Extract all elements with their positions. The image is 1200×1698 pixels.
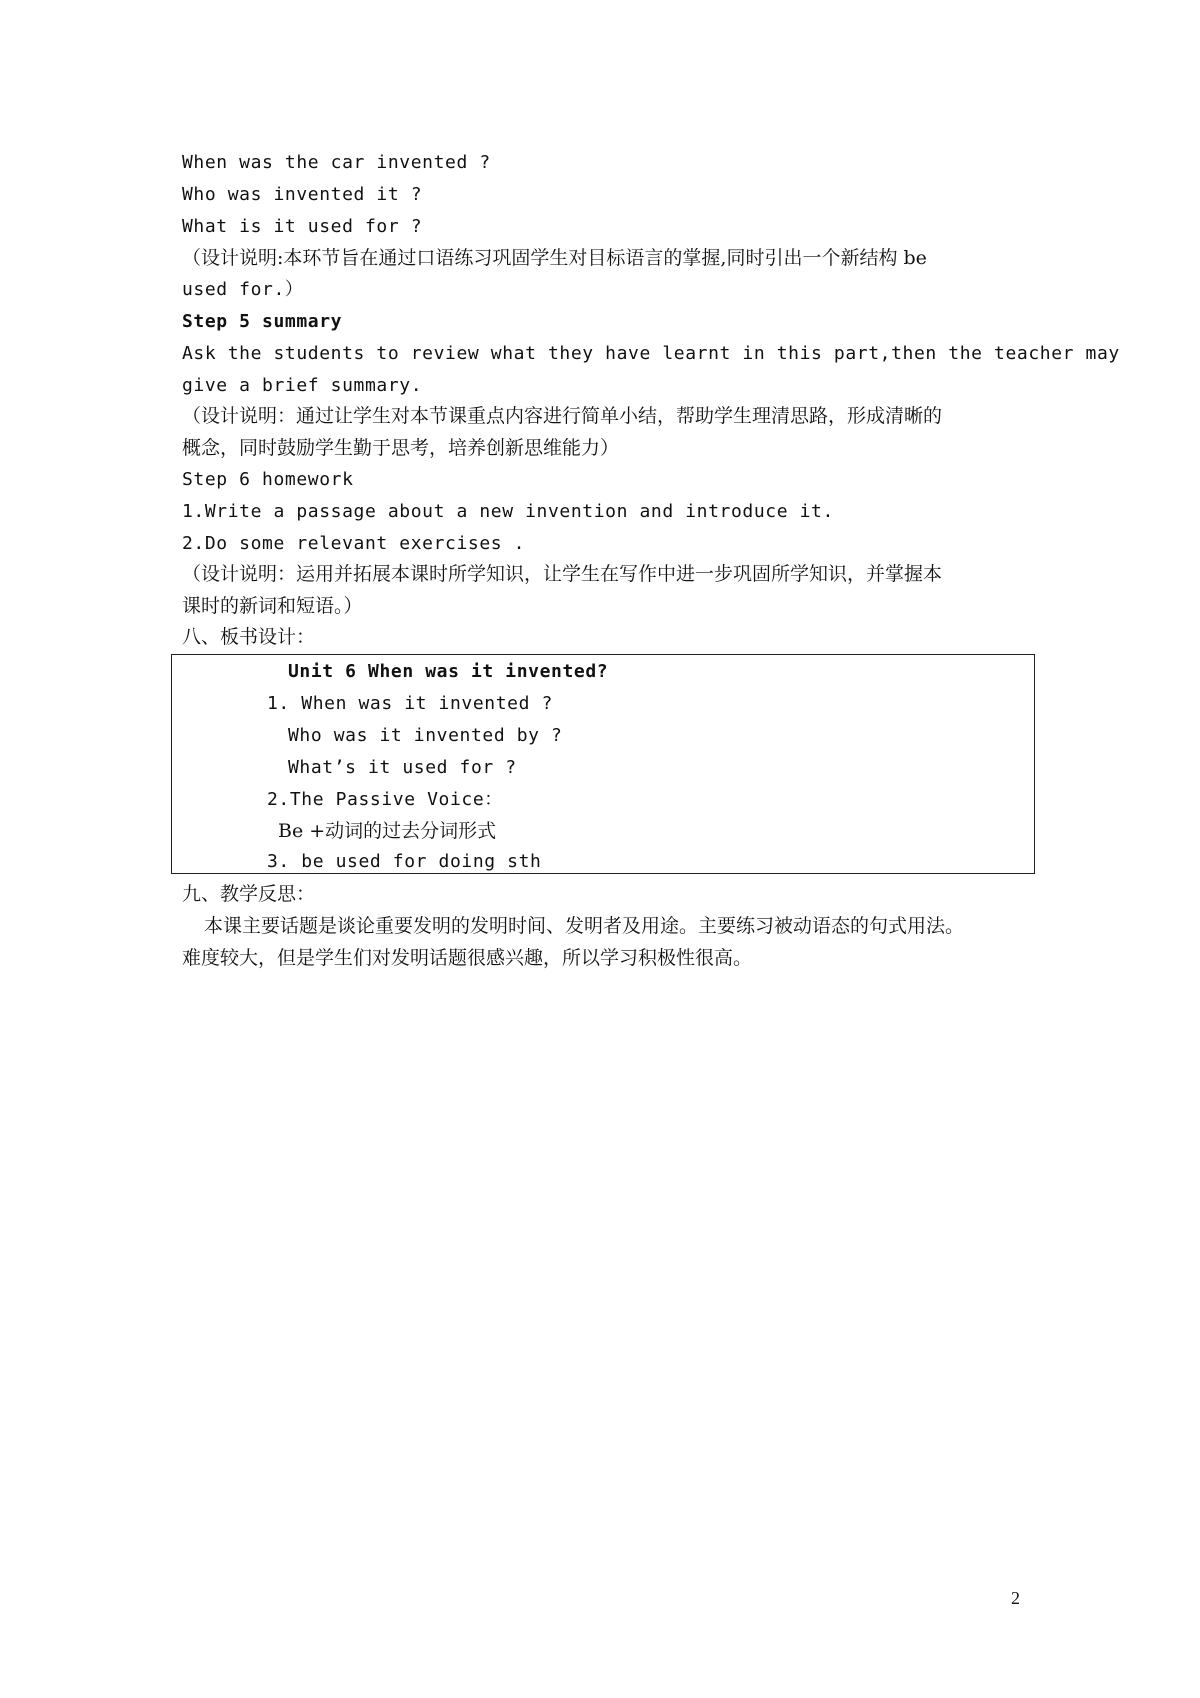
section-8-heading: 八、板书设计： [182,626,316,648]
section-9-heading: 九、教学反思： [182,883,316,905]
reflection-line-2: 难度较大，但是学生们对发明话题很感兴趣，所以学习积极性很高。 [182,947,753,969]
homework-item-2: 2.Do some relevant exercises . [182,533,526,554]
design-note-1-cont: used for.） [182,279,304,300]
page-number: 2 [1011,1588,1020,1608]
blackboard-design-box [171,654,1035,874]
step6-heading: Step 6 homework [182,469,354,490]
design-note-1: （设计说明:本环节旨在通过口语练习巩固学生对目标语言的掌握,同时引出一个新结构 be [182,247,927,269]
question-car-invented: When was the car invented ? [182,152,491,173]
board-item-1b: Who was it invented by ? [288,725,563,746]
design-note-2-cont: 概念，同时鼓励学生勤于思考，培养创新思维能力） [182,437,620,459]
board-item-1c: What’s it used for ? [288,757,517,778]
board-item-1: 1. When was it invented ? [267,693,553,714]
board-item-3: 3. be used for doing sth [267,851,542,872]
design-note-3-cont: 课时的新词和短语。） [182,595,363,617]
step5-heading: Step 5 summary [182,311,343,332]
board-item-2: 2.The Passive Voice： [267,789,503,810]
homework-item-1: 1.Write a passage about a new invention and introduce it. [182,501,834,522]
question-used-for: What is it used for ? [182,216,423,237]
step5-text-2: give a brief summary. [182,375,423,396]
design-note-2: （设计说明：通过让学生对本节课重点内容进行简单小结，帮助学生理清思路，形成清晰的 [182,405,943,427]
step5-text-1: Ask the students to review what they have learnt in this part,then the teacher may [182,343,1120,364]
design-note-3: （设计说明：运用并拓展本课时所学知识，让学生在写作中进一步巩固所学知识，并掌握本 [182,563,943,585]
board-item-2b: Be +动词的过去分词形式 [278,820,497,842]
board-title: Unit 6 When was it invented? [288,661,609,682]
question-who-invented: Who was invented it ? [182,184,423,205]
reflection-line-1: 本课主要话题是谈论重要发明的发明时间、发明者及用途。主要练习被动语态的句式用法。 [204,915,965,937]
